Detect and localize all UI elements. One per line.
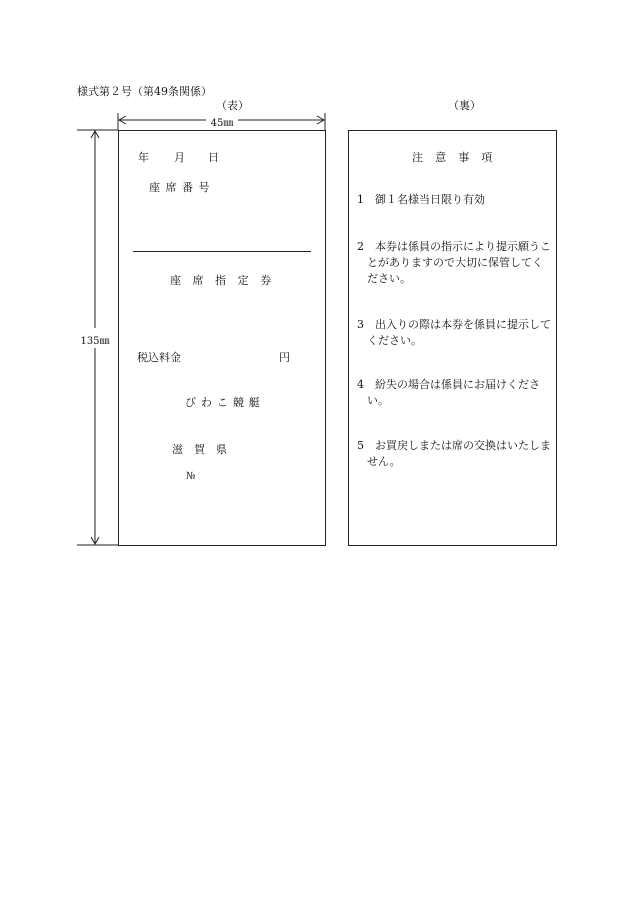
note-text: 御１名様当日限り有効 bbox=[375, 193, 485, 206]
back-label: （裏） bbox=[448, 99, 481, 112]
yen-label: 円 bbox=[279, 351, 290, 364]
ticket-back bbox=[348, 130, 557, 546]
ticket-front bbox=[118, 130, 326, 546]
note-text: 本券は係員の指示により提示願うことがありますので大切に保管してください。 bbox=[367, 240, 551, 285]
note-number: 3 bbox=[357, 318, 364, 331]
note-item bbox=[357, 377, 553, 409]
note-text: 紛失の場合は係員にお届けください。 bbox=[367, 378, 540, 407]
note-item bbox=[357, 438, 553, 470]
number-label: № bbox=[186, 471, 196, 482]
note-number: 2 bbox=[357, 240, 364, 253]
issuer: 滋 賀 県 bbox=[172, 443, 227, 456]
width-dimension: 45㎜ bbox=[210, 118, 234, 129]
note-number: 1 bbox=[357, 193, 364, 206]
date-year: 年 bbox=[138, 151, 149, 164]
seat-number-label: 座席番号 bbox=[149, 181, 215, 194]
date-month: 月 bbox=[174, 151, 185, 164]
notes-title: 注意事項 bbox=[412, 151, 505, 164]
separator-line bbox=[133, 251, 311, 252]
note-item bbox=[357, 192, 553, 208]
note-text: 出入りの際は本券を係員に提示してください。 bbox=[367, 318, 551, 347]
note-item bbox=[357, 239, 553, 287]
venue-name: びわこ競艇 bbox=[185, 396, 265, 409]
price-label: 税込料金 bbox=[137, 351, 181, 364]
front-label: （表） bbox=[216, 99, 249, 112]
date-day: 日 bbox=[208, 151, 219, 164]
note-text: お買戻しまたは席の交換はいたしません。 bbox=[367, 439, 551, 468]
height-dimension: 135㎜ bbox=[80, 336, 110, 347]
form-title: 様式第２号（第49条関係） bbox=[77, 85, 212, 98]
ticket-name: 座席指定券 bbox=[170, 274, 283, 287]
note-item bbox=[357, 317, 553, 349]
note-number: 4 bbox=[357, 378, 364, 391]
note-number: 5 bbox=[357, 439, 364, 452]
